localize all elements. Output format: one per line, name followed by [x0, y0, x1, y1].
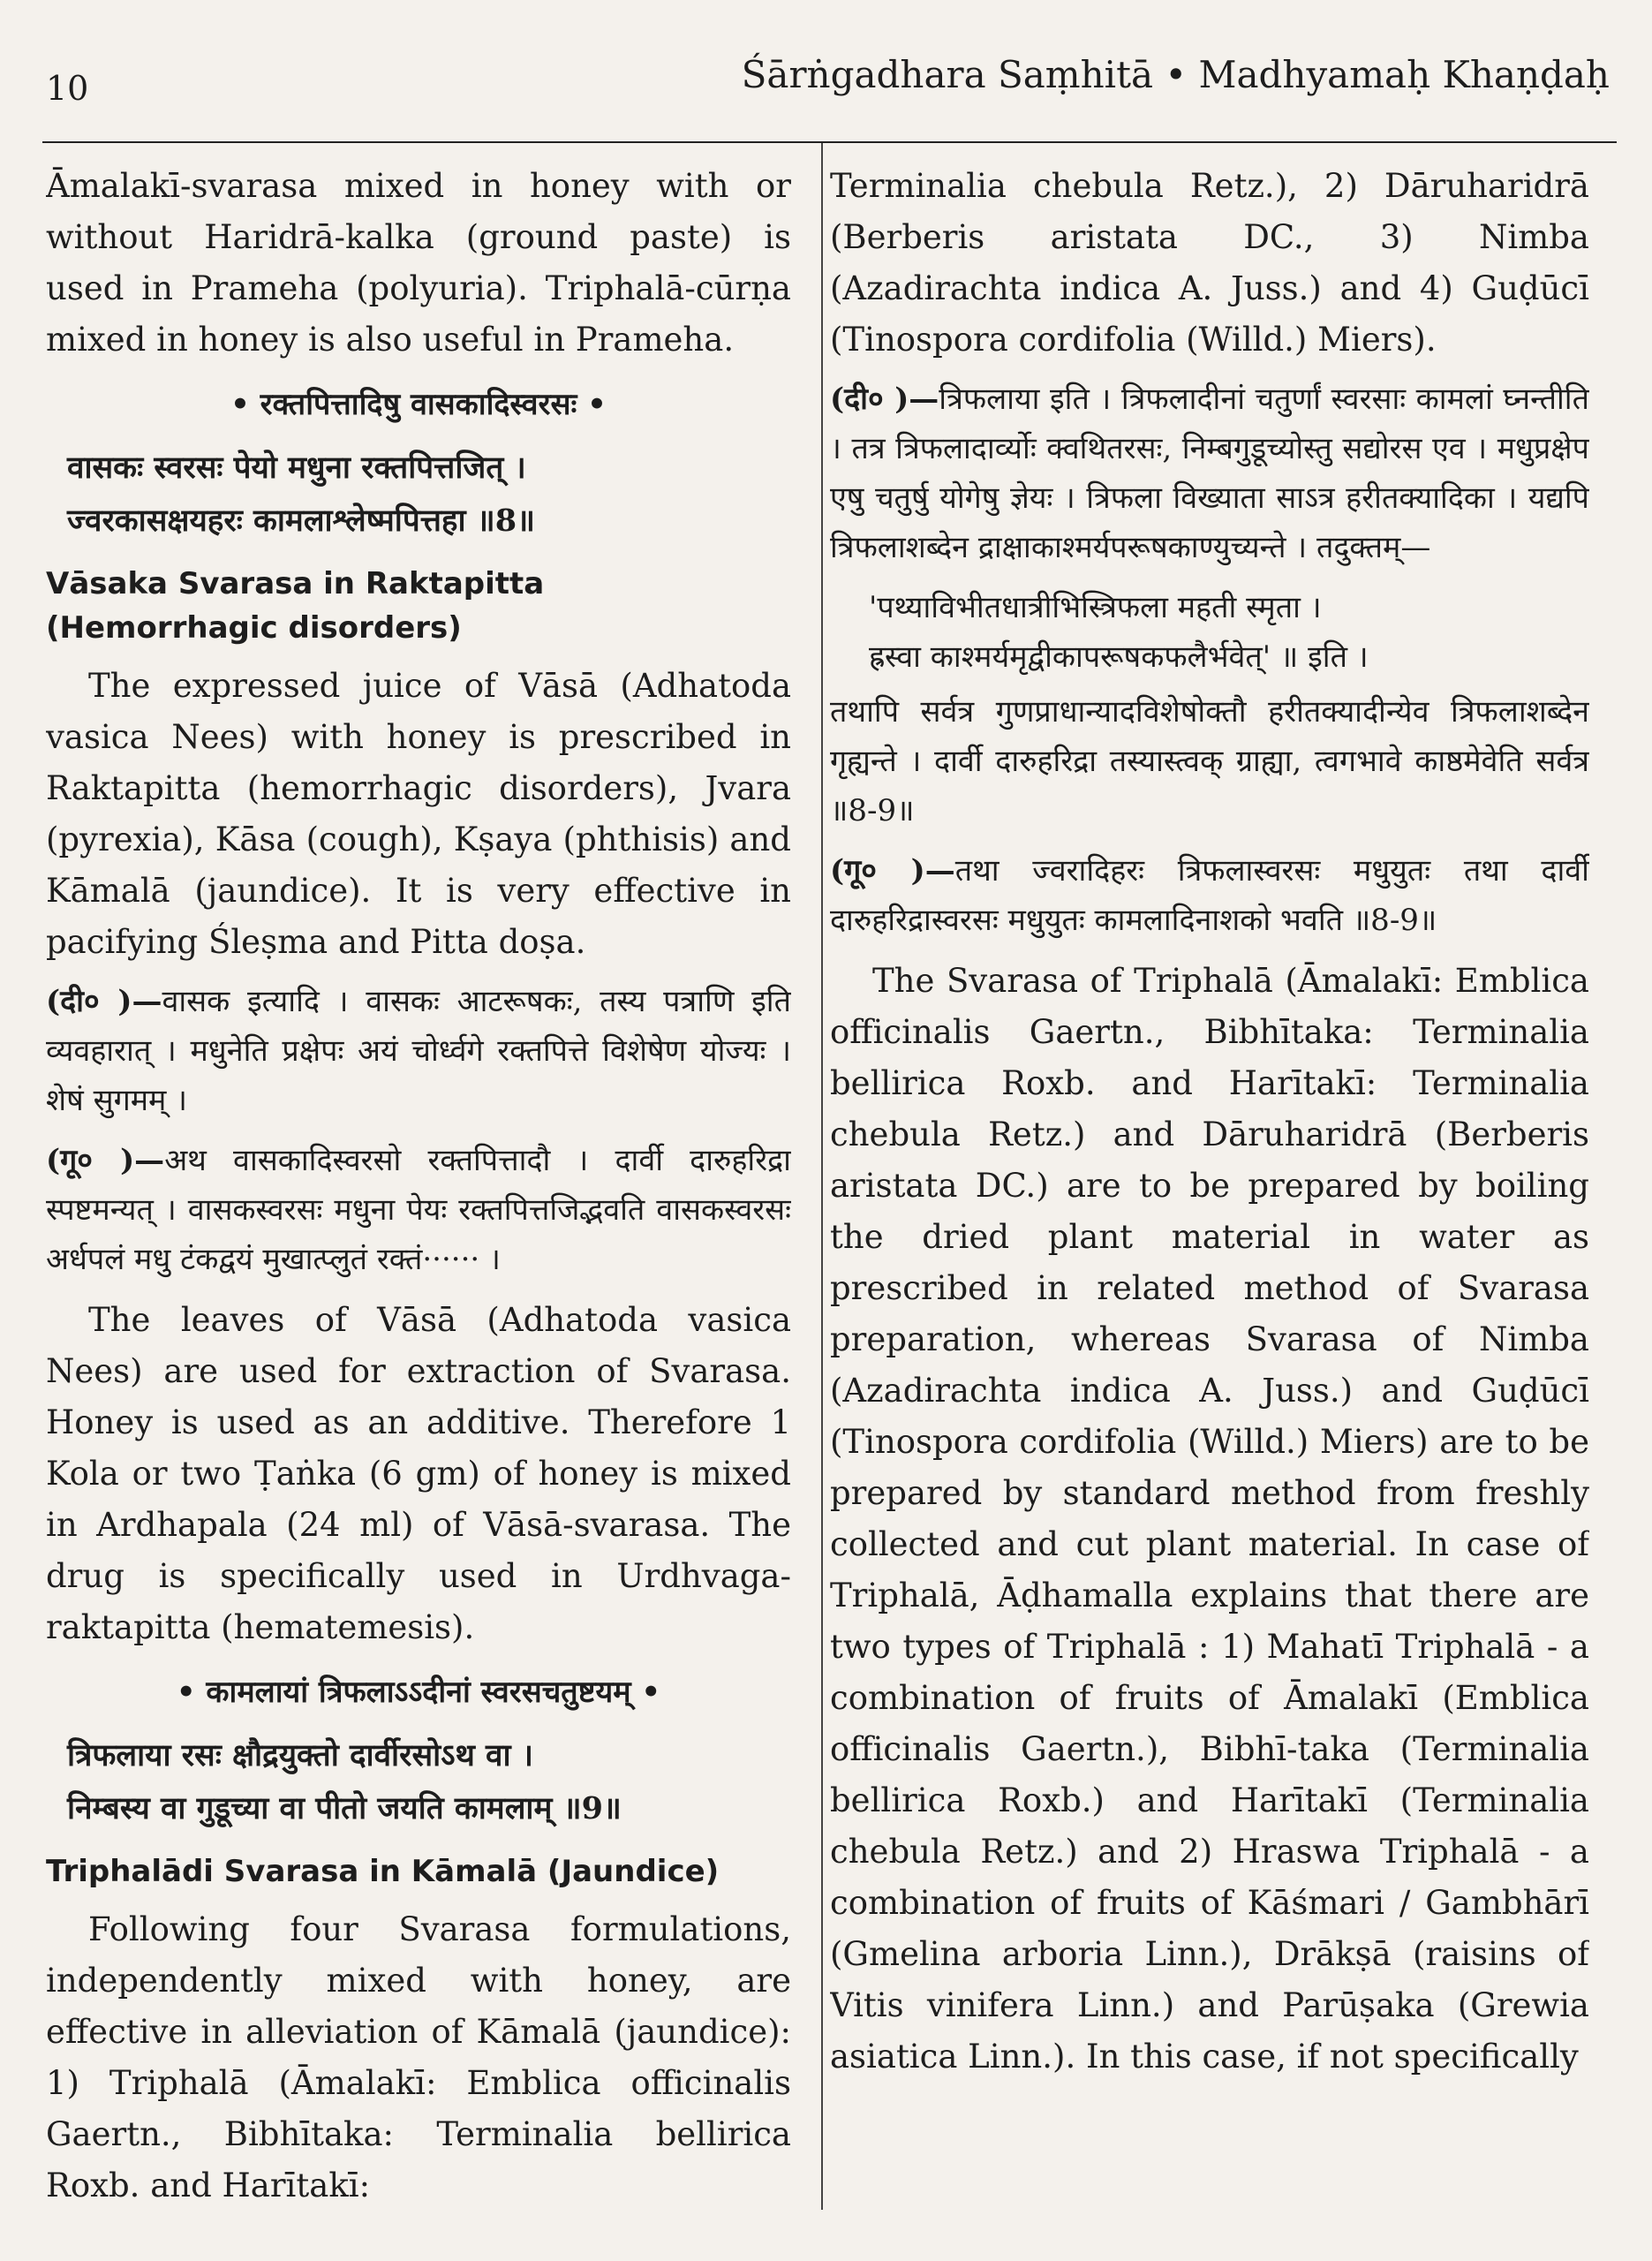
page-number: 10 [46, 69, 89, 108]
gudhartha-commentary [46, 1136, 791, 1284]
verse-title-2: • कामलायां त्रिफलाऽऽदीनां स्वरसचतुष्टयम् • [176, 1675, 661, 1710]
commentary-label: (दी० )— [830, 382, 939, 417]
header-rule [42, 141, 1617, 143]
body-paragraph: Following four Svarasa formulations, independently mixed with honey, are effective in alleviation of Kāmalā (jaundice): 1) Triphalā (Āmalakī: Emblica officinalis Gaertn., Bibhītaka: Terminalia bellirica Roxb. and Harītakī: [46, 1910, 791, 2204]
quote-line: ह्रस्वा काश्मर्यमृद्वीकापरूषकफलैर्भवेत्' ॥ इति । [869, 639, 1369, 675]
body-paragraph: The expressed juice of Vāsā (Adhatoda vasica Nees) with honey is prescribed in Raktapitta (hemorrhagic disorders), Jvara (pyrexia), Kāsa (cough), Kṣaya (phthisis) and Kāmalā (jaundice). It is very effective in pacifying Śleṣma and Pitta doṣa. [46, 667, 791, 961]
column-divider [821, 143, 823, 2210]
commentary-label: (गू० )— [830, 853, 955, 889]
continued-paragraph: Terminalia chebula Retz.), 2) Dāruharidrā (Berberis aristata DC., 3) Nimba (Azadirachta indica A. Juss.) and 4) Guḍūcī (Tinospora cordifolia (Willd.) Miers). [830, 167, 1589, 359]
left-column [46, 161, 791, 2219]
verse-block-2 [67, 1729, 791, 1835]
intro-paragraph: Āmalakī-svarasa mixed in honey with or without Haridrā-kalka (ground paste) is used in Prameha (polyuria). Triphalā-cūrṇa mixed in honey is also useful in Prameha. [46, 167, 791, 359]
commentary-text: अथ वासकादिस्वरसो रक्तपित्तादौ । दार्वी दारुहरिद्रा स्पष्टमन्यत् । वासकस्वरसः मधुना पेयः रक्तपित्तजिद्भवति वासकस्वरसः अर्धपलं मधु टंकद्वयं मुखात्प्लुतं रक्तं······ । [46, 1143, 791, 1277]
dipika-commentary [46, 977, 791, 1125]
section-heading-1-line2: (Hemorrhagic disorders) [46, 610, 462, 646]
section-heading-2: Triphalādi Svarasa in Kāmalā (Jaundice) [46, 1854, 720, 1889]
quote-line: 'पथ्याविभीतधात्रीभिस्त्रिफला महती स्मृता । [869, 590, 1322, 625]
verse-line: त्रिफलाया रसः क्षौद्रयुक्तो दार्वीरसोऽथ वा । [67, 1737, 534, 1773]
verse-line: वासकः स्वरसः पेयो मधुना रक्तपित्तजित् । [67, 450, 526, 486]
commentary-text: तथा ज्वरादिहरः त्रिफलास्वरसः मधुयुतः तथा दार्वी दारुहरिद्रास्वरसः मधुयुतः कामलादिनाशको भवति ॥8-9॥ [830, 853, 1589, 938]
commentary-text: वासक इत्यादि । वासकः आटरूषकः, तस्य पत्राणि इति व्यवहारात् । मधुनेति प्रक्षेपः अयं चोर्ध्वगे रक्तपित्ते विशेषेण योज्यः । शेषं सुगमम् । [46, 984, 791, 1118]
verse-line: निम्बस्य वा गुडूच्या वा पीतो जयति कामलाम् ॥9॥ [67, 1790, 622, 1826]
dipika-commentary [830, 374, 1589, 572]
body-paragraph: The leaves of Vāsā (Adhatoda vasica Nees) are used for extraction of Svarasa. Honey is used as an additive. Therefore 1 Kola or two Ṭaṅka (6 gm) of honey is mixed in Ardhapala (24 ml) of Vāsā-svarasa. The drug is specifically used in Urdhvaga-raktapitta (hematemesis). [46, 1301, 791, 1646]
verse-block-1 [67, 442, 791, 548]
quoted-verse [869, 583, 1589, 682]
verse-title-1: • रक्तपित्तादिषु वासकादिस्वरसः • [230, 387, 607, 422]
commentary-continued: तथापि सर्वत्र गुणप्राधान्यादविशेषोक्तौ हरीतक्यादीन्येव त्रिफलाशब्देन गृह्यन्ते । दार्वी दारुहरिद्रा तस्यास्त्वक् ग्राह्या, त्वगभावे काष्ठमेवेति सर्वत्र ॥8-9॥ [830, 694, 1589, 828]
commentary-label: (दी० )— [46, 984, 162, 1019]
gudhartha-commentary [830, 846, 1589, 945]
commentary-text: त्रिफलाया इति । त्रिफलादीनां चतुर्णां स्वरसाः कामलां घ्नन्तीति । तत्र त्रिफलादार्व्योः क्वथितरसः, निम्बगुडूच्योस्तु सद्योरस एव । मधुप्रक्षेप एषु चतुर्षु योगेषु ज्ञेयः । त्रिफला विख्याता साऽत्र हरीतक्यादिका । यद्यपि त्रिफलाशब्देन द्राक्षाकाश्मर्यपरूषकाण्युच्यन्ते । तदुक्तम्— [830, 382, 1589, 565]
running-title: Śārṅgadhara Saṃhitā • Madhyamaḥ Khaṇḍaḥ [741, 53, 1610, 96]
commentary-label: (गू० )— [46, 1143, 165, 1178]
body-paragraph: The Svarasa of Triphalā (Āmalakī: Emblica officinalis Gaertn., Bibhītaka: Terminalia bellirica Roxb. and Harītakī: Terminalia chebula Retz.) and Dāruharidrā (Berberis aristata DC.) are to be prepared by boiling the dried plant material in water as prescribed in related method of Svarasa preparation, whereas Svarasa of Nimba (Azadirachta indica A. Juss.) and Guḍūcī (Tinospora cordifolia (Willd.) Miers) are to be prepared by standard method from freshly collected and cut plant material. In case of Triphalā, Āḍhamalla explains that there are two types of Triphalā : 1) Mahatī Triphalā - a combination of fruits of Āmalakī (Emblica officinalis Gaertn.), Bibhī-taka (Terminalia bellirica Roxb.) and Harītakī (Terminalia chebula Retz.) and 2) Hraswa Triphalā - a combination of fruits of Kāśmari / Gambhārī (Gmelina arboria Linn.), Drākṣā (raisins of Vitis vinifera Linn.) and Parūṣaka (Grewia asiatica Linn.). In this case, if not specifically [830, 962, 1589, 2076]
right-column [830, 161, 1589, 2219]
page-header [35, 0, 1617, 150]
section-heading-1-line1: Vāsaka Svarasa in Raktapitta [46, 566, 545, 601]
verse-line: ज्वरकासक्षयहरः कामलाश्लेष्मपित्तहा ॥8॥ [67, 503, 536, 539]
section-heading-1 [46, 562, 791, 650]
